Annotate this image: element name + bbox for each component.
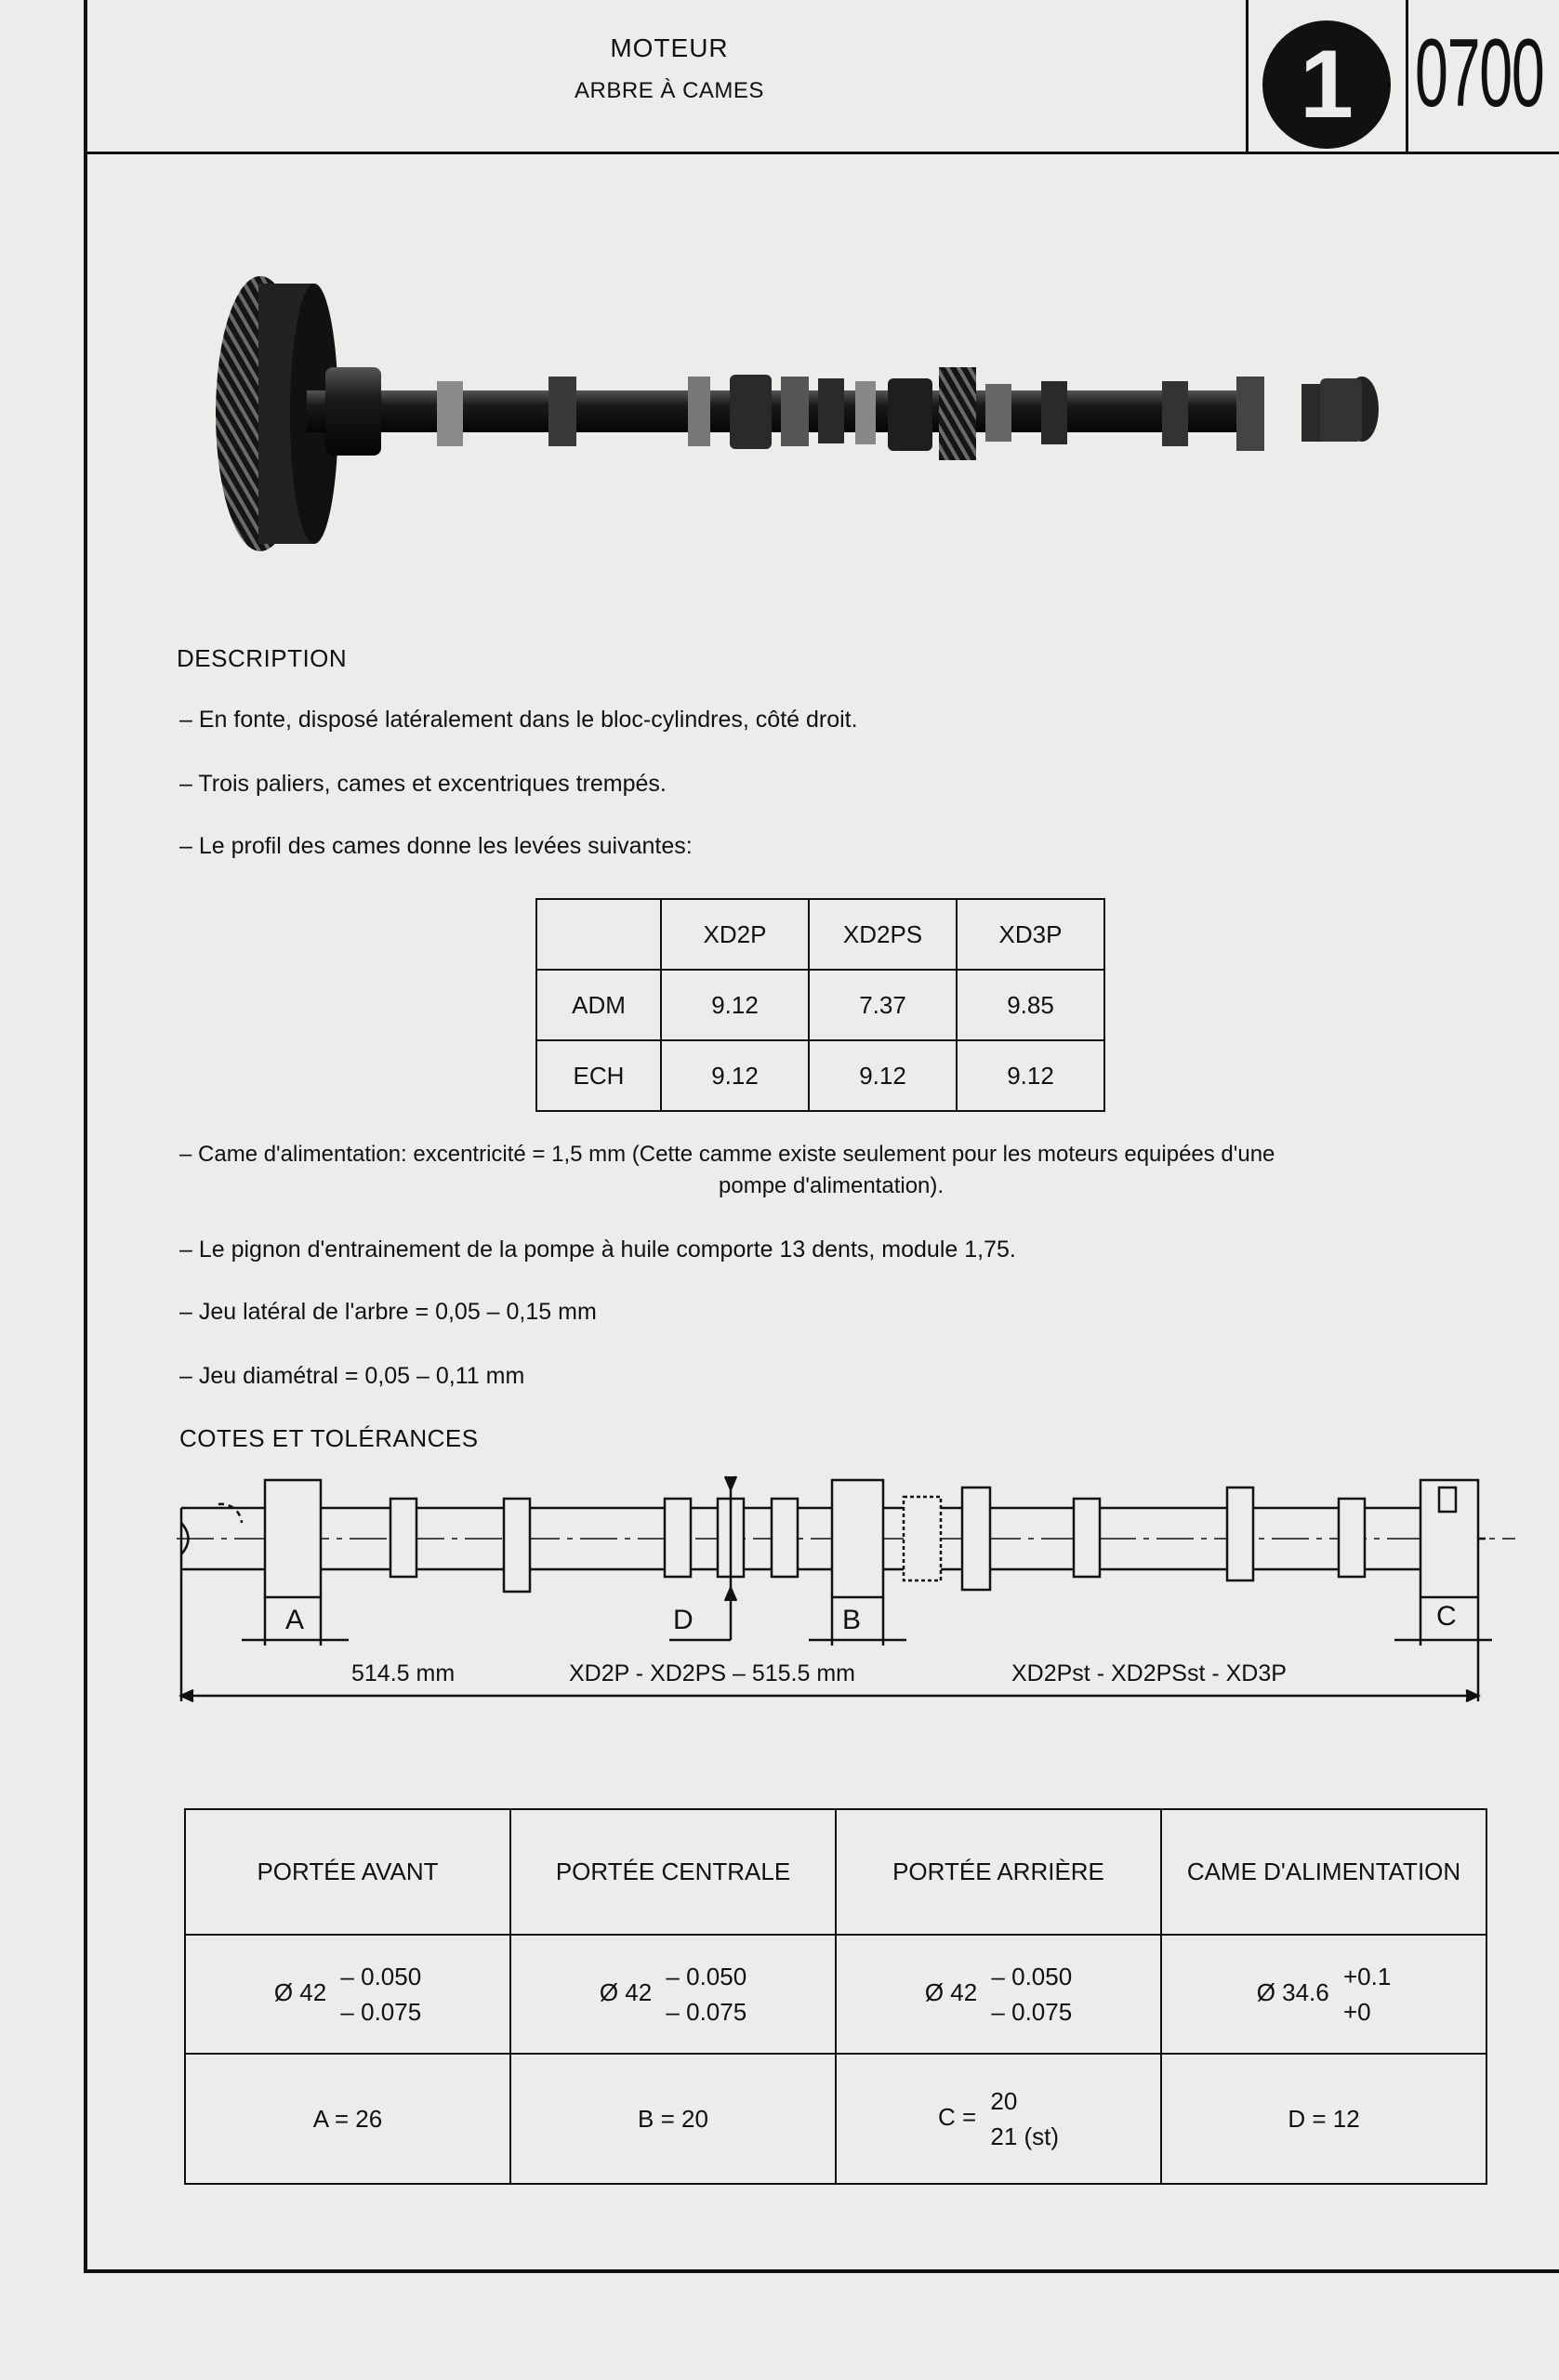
table-cell: 9.85 xyxy=(957,970,1104,1040)
tolerance-upper: – 0.050 xyxy=(991,1963,1073,1990)
diameter-nominal: Ø 34.6 xyxy=(1256,1977,1329,2006)
table-cell xyxy=(185,1935,510,2054)
tolerances-heading: COTES ET TOLÉRANCES xyxy=(179,1424,479,1452)
tolerance-upper: +0.1 xyxy=(1342,1963,1392,1990)
overall-length-3: XD2Pst - XD2PSst - XD3P xyxy=(1011,1660,1287,1686)
tolerance-lower: – 0.075 xyxy=(991,1998,1073,2026)
page-frame-left xyxy=(84,0,87,2273)
table-row-label: ADM xyxy=(536,970,661,1040)
width-value: 20 xyxy=(990,2087,1018,2115)
diameter-nominal: Ø 42 xyxy=(273,1977,327,2006)
page-frame-bottom xyxy=(84,2269,1559,2273)
table-row xyxy=(536,1040,1104,1111)
table-row-label: ECH xyxy=(536,1040,661,1111)
table-cell xyxy=(1161,1935,1486,2054)
feed-cam-note: – Came d'alimentation: excentricité = 1,5 mm (Cette camme existe seulement pour les moteurs equipées d'une xyxy=(179,1142,1275,1167)
table-cell xyxy=(836,1935,1161,2054)
header-rule xyxy=(84,152,1559,154)
table-header-cell: PORTÉE ARRIÈRE xyxy=(836,1809,1161,1935)
table-cell: 7.37 xyxy=(809,970,957,1040)
description-heading: DESCRIPTION xyxy=(177,644,348,672)
description-item: – Le profil des cames donne les levées suivantes: xyxy=(179,833,693,859)
description-item: – En fonte, disposé latéralement dans le bloc-cylindres, côté droit. xyxy=(179,707,858,733)
tolerance-lower: – 0.075 xyxy=(666,1998,747,2026)
table-cell: 9.12 xyxy=(661,1040,809,1111)
table-cell: A = 26 xyxy=(185,2054,510,2184)
tolerance-lower: +0 xyxy=(1342,1998,1371,2026)
page-title: MOTEUR xyxy=(610,33,729,62)
table-cell: 9.12 xyxy=(957,1040,1104,1111)
dim-label-B: B xyxy=(842,1605,862,1635)
diameter-nominal: Ø 42 xyxy=(924,1977,978,2006)
width-label-C: C = xyxy=(937,2102,977,2131)
header-divider xyxy=(1406,0,1408,154)
tolerance-upper: – 0.050 xyxy=(666,1963,747,1990)
diametral-play-note: – Jeu diamétral = 0,05 – 0,11 mm xyxy=(179,1363,525,1389)
diameter-nominal: Ø 42 xyxy=(599,1977,653,2006)
table-cell: D = 12 xyxy=(1161,2054,1486,2184)
feed-cam-note-cont: pompe d'alimentation). xyxy=(719,1173,945,1198)
journal-spec-table xyxy=(184,1808,1487,2185)
table-row xyxy=(185,1935,1486,2054)
table-cell: B = 20 xyxy=(510,2054,836,2184)
camshaft-photo xyxy=(205,274,1394,553)
pinion-note: – Le pignon d'entrainement de la pompe à huile comporte 13 dents, module 1,75. xyxy=(179,1236,1016,1263)
table-header-cell: CAME D'ALIMENTATION xyxy=(1161,1809,1486,1935)
table-row xyxy=(185,2054,1486,2184)
header-divider xyxy=(1246,0,1249,154)
table-row xyxy=(185,1809,1486,1935)
tolerance-upper: – 0.050 xyxy=(340,1963,422,1990)
cam-lift-table xyxy=(535,898,1105,1112)
table-cell: 9.12 xyxy=(661,970,809,1040)
dim-label-C: C xyxy=(1436,1601,1457,1632)
table-header-cell: PORTÉE CENTRALE xyxy=(510,1809,836,1935)
chapter-badge: 1 xyxy=(1262,20,1391,149)
overall-length-1: 514.5 mm xyxy=(351,1660,456,1686)
table-cell xyxy=(510,1935,836,2054)
table-header-cell: XD3P xyxy=(957,899,1104,970)
tolerance-lower: – 0.075 xyxy=(340,1998,422,2026)
table-header-cell: XD2PS xyxy=(809,899,957,970)
page-subtitle: ARBRE À CAMES xyxy=(575,78,764,103)
table-header-cell: XD2P xyxy=(661,899,809,970)
table-row xyxy=(536,899,1104,970)
table-row xyxy=(536,970,1104,1040)
description-item: – Trois paliers, cames et excentriques trempés. xyxy=(179,771,667,797)
page-code: 0700 xyxy=(1415,20,1544,127)
table-header-cell: PORTÉE AVANT xyxy=(185,1809,510,1935)
overall-length-2: XD2P - XD2PS – 515.5 mm xyxy=(569,1660,856,1686)
table-cell xyxy=(836,2054,1161,2184)
width-value-st: 21 (st) xyxy=(990,2122,1060,2150)
dim-label-D: D xyxy=(673,1605,694,1635)
table-cell: 9.12 xyxy=(809,1040,957,1111)
table-header-cell xyxy=(536,899,661,970)
dim-label-A: A xyxy=(285,1605,305,1635)
lateral-play-note: – Jeu latéral de l'arbre = 0,05 – 0,15 mm xyxy=(179,1299,597,1325)
